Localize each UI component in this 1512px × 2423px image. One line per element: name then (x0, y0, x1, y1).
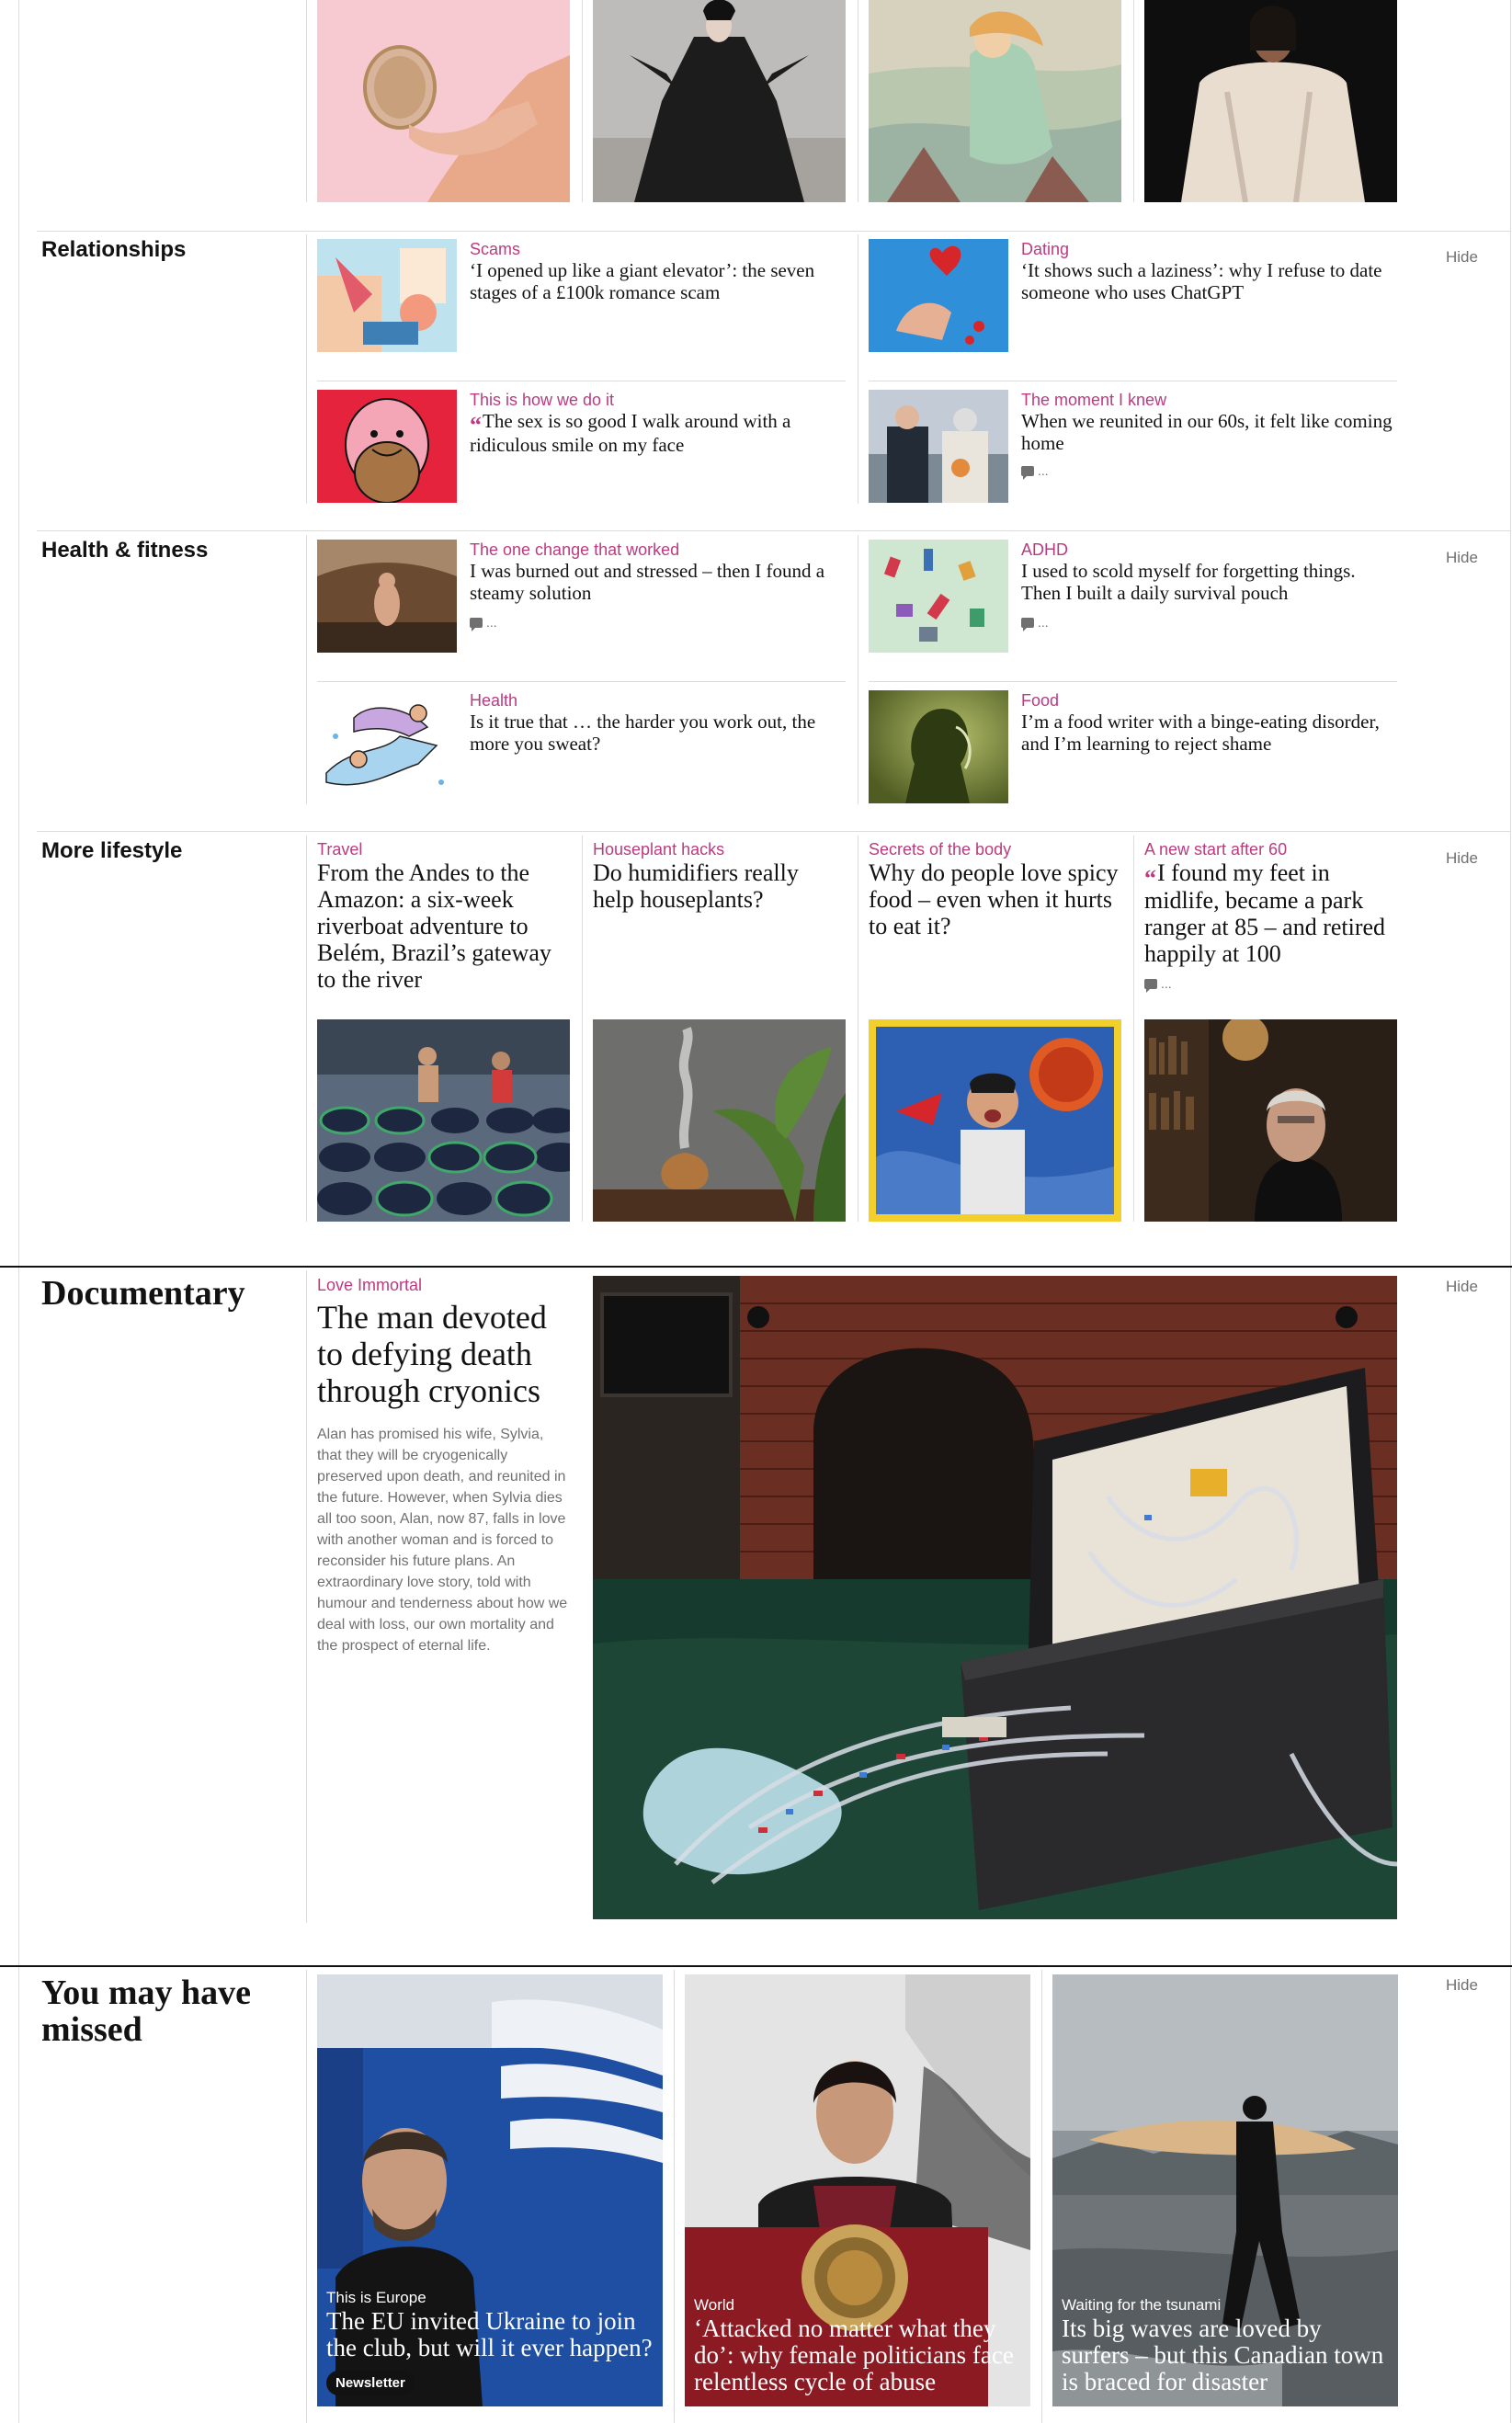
column-divider (1041, 1970, 1042, 2423)
card-headline: When we reunited in our 60s, it felt like coming home (1021, 410, 1393, 454)
documentary-card-text[interactable] (317, 1275, 570, 1716)
card-kicker: Scams (470, 240, 521, 258)
card-image (317, 1019, 570, 1222)
health-card-steam[interactable] (317, 540, 846, 654)
card-thumbnail (869, 390, 1008, 503)
card-headline: I used to scold myself for forgetting things. Then I built a daily survival pouch (1021, 560, 1356, 604)
column-divider (1133, 836, 1134, 1222)
comment-count[interactable]: ... (470, 615, 846, 630)
health-card-food[interactable] (869, 690, 1397, 804)
column-divider (306, 1270, 307, 1923)
card-kicker: Food (1021, 691, 1060, 710)
quote-icon: “ (1144, 865, 1154, 892)
missed-card-tsunami[interactable] (1052, 1974, 1398, 2406)
newsletter-badge: Newsletter (326, 2371, 415, 2395)
card-thumbnail (317, 390, 457, 503)
card-thumbnail (317, 239, 457, 352)
hide-more-lifestyle-button[interactable]: Hide (1446, 849, 1478, 867)
section-rule (37, 831, 1510, 832)
card-thumbnail (317, 540, 457, 653)
section-title-health: Health & fitness (41, 538, 209, 563)
card-headline: ‘It shows such a laziness’: why I refuse to date someone who uses ChatGPT (1021, 259, 1382, 303)
section-rule-strong (0, 1266, 1512, 1268)
card-headline: ‘I opened up like a giant elevator’: the seven stages of a £100k romance scam (470, 259, 815, 303)
comment-count[interactable]: ... (1021, 615, 1397, 630)
hide-health-button[interactable]: Hide (1446, 549, 1478, 566)
top-image-fur-coat[interactable] (1144, 0, 1397, 202)
card-headline: I was burned out and stressed – then I found a steamy solution (470, 560, 825, 604)
top-image-painting[interactable] (869, 0, 1121, 202)
section-rule-strong (0, 1965, 1512, 1967)
card-headline: “ The sex is so good I walk around with a ridiculous smile on my face (470, 410, 791, 456)
column-divider (306, 1970, 307, 2423)
card-kicker: Love Immortal (317, 1276, 423, 1294)
card-kicker: Travel (317, 840, 363, 859)
documentary-image[interactable] (593, 1276, 1397, 1919)
comment-count[interactable]: ... (1144, 976, 1397, 991)
card-headline: Do humidifiers really help houseplants? (593, 859, 799, 913)
card-headline: From the Andes to the Amazon: a six-week riverboat adventure to Belém, Brazil’s gateway to the river (317, 859, 551, 993)
card-kicker: This is how we do it (470, 391, 615, 409)
column-divider (306, 0, 307, 202)
card-headline: Is it true that … the harder you work out, the more you sweat? (470, 711, 816, 755)
card-kicker: The moment I knew (1021, 391, 1167, 409)
health-card-sweat[interactable] (317, 690, 846, 804)
card-image (869, 1019, 1121, 1222)
card-kicker: World (694, 2296, 735, 2314)
lifestyle-card-ranger[interactable] (1144, 839, 1397, 1222)
right-rule (1510, 0, 1511, 2423)
comment-count[interactable]: ... (1021, 463, 1397, 478)
card-divider (317, 681, 846, 682)
comment-icon (1021, 466, 1034, 476)
comment-icon (1021, 618, 1034, 628)
section-title-documentary: Documentary (41, 1274, 245, 1313)
card-divider (869, 681, 1397, 682)
card-kicker: Dating (1021, 240, 1070, 258)
comment-icon (470, 618, 483, 628)
section-title-more-lifestyle: More lifestyle (41, 838, 183, 863)
missed-card-world[interactable] (685, 1974, 1030, 2406)
card-standfirst: Alan has promised his wife, Sylvia, that they will be cryogenically preserved upon death, and reunited in the future. However, when Sylvia dies all too soon, Alan, now 87, falls in love with another woman and is forced to reconsider his future plans. An extraordinary love story, told with humour and tenderness about how we deal with loss, our own mortality and the prospect of eternal life. (317, 1427, 568, 1654)
relationships-card-moment[interactable] (869, 390, 1397, 504)
card-headline: I’m a food writer with a binge-eating disorder, and I’m learning to reject shame (1021, 711, 1380, 755)
card-image (593, 1019, 846, 1222)
card-thumbnail (869, 239, 1008, 352)
card-kicker: Secrets of the body (869, 840, 1012, 859)
comment-icon (1144, 979, 1157, 989)
card-headline: Why do people love spicy food – even when it hurts to eat it? (869, 859, 1119, 939)
card-kicker: Health (470, 691, 518, 710)
column-divider (306, 234, 307, 504)
section-rule (37, 231, 1510, 232)
card-thumbnail (869, 690, 1008, 803)
card-headline: The EU invited Ukraine to join the club, but will it ever happen? (326, 2307, 653, 2361)
column-divider (306, 836, 307, 1222)
card-kicker: The one change that worked (470, 540, 680, 559)
card-kicker: A new start after 60 (1144, 840, 1288, 859)
card-headline: The man devoted to defying death through cryonics (317, 1299, 547, 1409)
card-thumbnail (317, 690, 457, 803)
top-image-mirror[interactable] (317, 0, 570, 202)
lifestyle-card-houseplant[interactable] (593, 839, 846, 1222)
column-divider (1133, 0, 1134, 202)
relationships-card-dating[interactable] (869, 239, 1397, 354)
quote-icon: “ (470, 412, 479, 438)
hide-missed-button[interactable]: Hide (1446, 1976, 1478, 1994)
missed-card-europe[interactable] (317, 1974, 663, 2406)
column-divider (674, 1970, 675, 2423)
column-divider (582, 0, 583, 202)
section-title-you-may-have-missed: You may have missed (41, 1974, 252, 2049)
column-divider (306, 535, 307, 804)
hide-relationships-button[interactable]: Hide (1446, 248, 1478, 266)
card-kicker: Waiting for the tsunami (1062, 2296, 1222, 2314)
card-headline: ‘Attacked no matter what they do’: why female politicians face relentless cycle of abuse (694, 2315, 1014, 2395)
card-kicker: ADHD (1021, 540, 1069, 559)
lifestyle-card-travel[interactable] (317, 839, 570, 1222)
section-title-relationships: Relationships (41, 237, 187, 262)
health-card-adhd[interactable] (869, 540, 1397, 654)
card-kicker: Houseplant hacks (593, 840, 725, 859)
relationships-card-sex[interactable] (317, 390, 846, 504)
hide-documentary-button[interactable]: Hide (1446, 1278, 1478, 1295)
column-divider (582, 836, 583, 1222)
lifestyle-card-spicy[interactable] (869, 839, 1121, 1222)
card-image (1144, 1019, 1397, 1222)
top-image-gown[interactable] (593, 0, 846, 202)
card-headline: Its big waves are loved by surfers – but this Canadian town is braced for disaster (1062, 2315, 1384, 2395)
card-kicker: This is Europe (326, 2289, 426, 2306)
card-thumbnail (869, 540, 1008, 653)
left-rule (18, 0, 19, 2423)
section-rule (37, 530, 1510, 531)
card-headline: “ I found my feet in midlife, became a park ranger at 85 – and retired happily at 100 (1144, 859, 1386, 967)
relationships-card-scams[interactable] (317, 239, 846, 354)
